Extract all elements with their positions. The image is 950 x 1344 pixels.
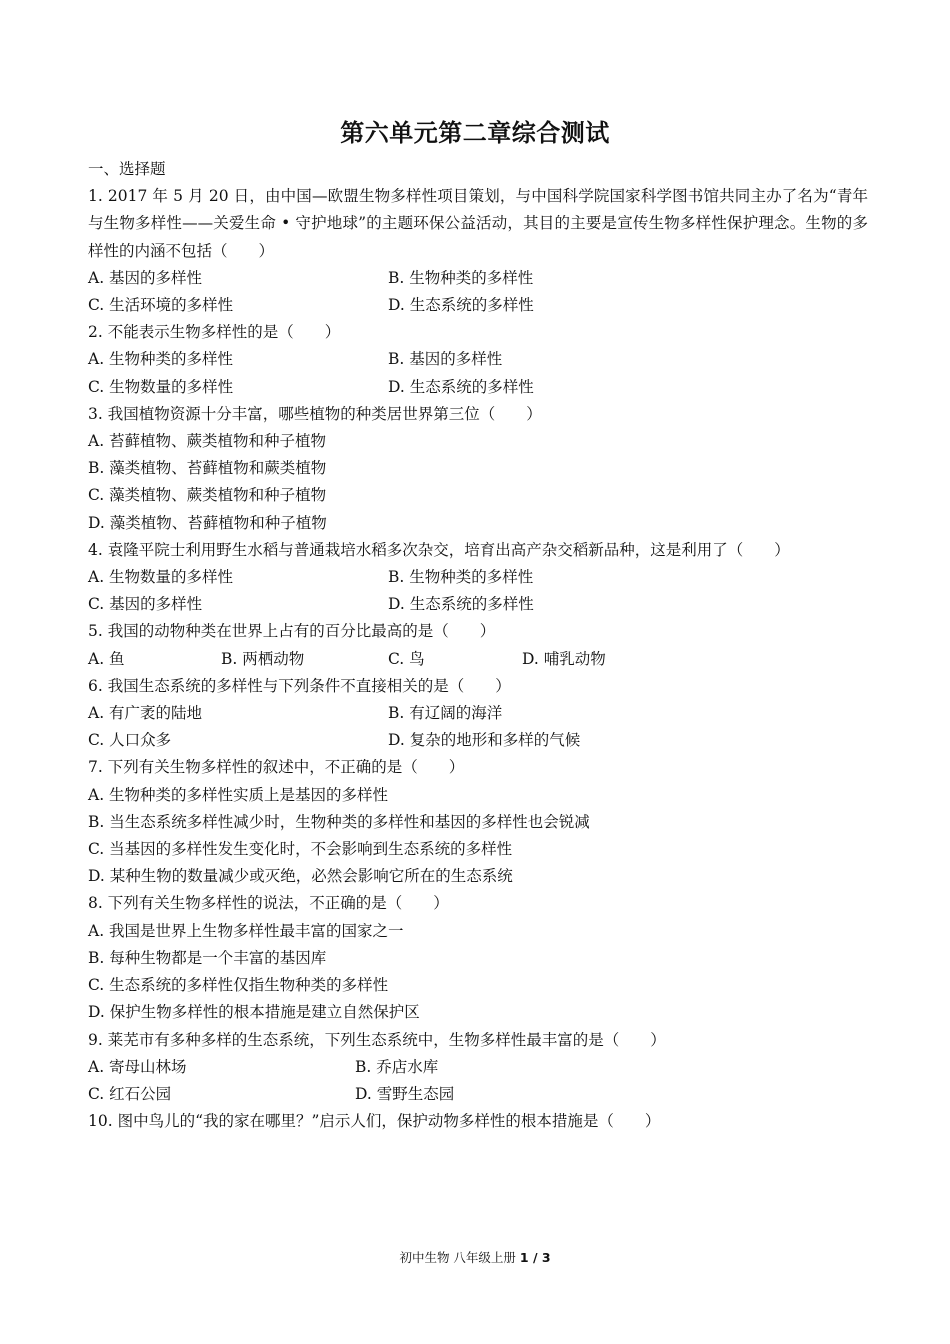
question-1-options bbox=[88, 292, 868, 319]
option-d: D. 复杂的地形和多样的气候 bbox=[388, 731, 581, 750]
page-title: 第六单元第二章综合测试 bbox=[340, 119, 610, 147]
page-footer bbox=[0, 1248, 950, 1266]
option-a: A. 鱼 bbox=[88, 649, 125, 668]
option-c: C. 藻类植物、蕨类植物和种子植物 bbox=[88, 486, 327, 505]
option-c: C. 当基因的多样性发生变化时，不会影响到生态系统的多样性 bbox=[88, 840, 513, 859]
question-2-options bbox=[88, 346, 868, 373]
option-a: A. 我国是世界上生物多样性最丰富的国家之一 bbox=[88, 921, 404, 940]
question-1-stem: 1. 2017 年 5 月 20 日，由中国—欧盟生物多样性项目策划，与中国科学院国家科学图书馆共同主办了名为“青年与生物多样性——关爱生命 • 守护地球”的主题环保公益活动，其目的主要是宣传生物多样性保护理念。生物的多样性的内涵不包括（ ） bbox=[88, 187, 868, 260]
option-b: B. 乔店水库 bbox=[355, 1057, 439, 1076]
option-b: B. 生物种类的多样性 bbox=[388, 568, 534, 587]
option-a: A. 苔藓植物、蕨类植物和种子植物 bbox=[88, 432, 327, 451]
option-d: D. 哺乳动物 bbox=[522, 649, 606, 668]
question-9-options bbox=[88, 1054, 868, 1081]
option-a: A. 生物种类的多样性实质上是基因的多样性 bbox=[88, 785, 389, 804]
footer-text: 初中生物 八年级上册 bbox=[399, 1250, 520, 1265]
option-d: D. 生态系统的多样性 bbox=[388, 377, 534, 396]
option-d: D. 生态系统的多样性 bbox=[388, 296, 534, 315]
question-2-stem: 2. 不能表示生物多样性的是（ ） bbox=[88, 323, 341, 342]
question-6-options bbox=[88, 727, 868, 754]
question-5-stem: 5. 我国的动物种类在世界上占有的百分比最高的是（ ） bbox=[88, 622, 496, 641]
question-4-options bbox=[88, 591, 868, 618]
option-a: A. 有广袤的陆地 bbox=[88, 704, 203, 723]
option-d: D. 某种生物的数量减少或灭绝，必然会影响它所在的生态系统 bbox=[88, 867, 513, 886]
question-4-stem: 4. 袁隆平院士利用野生水稻与普通栽培水稻多次杂交，培育出高产杂交稻新品种，这是利用了（ ） bbox=[88, 540, 790, 559]
option-b: B. 藻类植物、苔藓植物和蕨类植物 bbox=[88, 459, 327, 478]
question-5-options bbox=[88, 646, 868, 673]
option-c: C. 生态系统的多样性仅指生物种类的多样性 bbox=[88, 976, 389, 995]
option-c: C. 基因的多样性 bbox=[88, 595, 203, 614]
option-c: C. 人口众多 bbox=[88, 731, 172, 750]
option-c: C. 生活环境的多样性 bbox=[88, 296, 234, 315]
section-heading: 一、选择题 bbox=[88, 160, 166, 178]
option-a: A. 生物种类的多样性 bbox=[88, 350, 234, 369]
option-b: B. 当生态系统多样性减少时，生物种类的多样性和基因的多样性也会锐减 bbox=[88, 812, 590, 831]
question-2-options bbox=[88, 374, 868, 401]
option-d: D. 生态系统的多样性 bbox=[388, 595, 534, 614]
question-9-stem: 9. 莱芜市有多种多样的生态系统，下列生态系统中，生物多样性最丰富的是（ ） bbox=[88, 1030, 666, 1049]
question-4-options bbox=[88, 564, 868, 591]
option-d: D. 藻类植物、苔藓植物和种子植物 bbox=[88, 513, 327, 532]
question-8-stem: 8. 下列有关生物多样性的说法，不正确的是（ ） bbox=[88, 894, 449, 913]
question-9-options bbox=[88, 1081, 868, 1108]
option-a: A. 生物数量的多样性 bbox=[88, 568, 234, 587]
option-b: B. 生物种类的多样性 bbox=[388, 268, 534, 287]
option-b: B. 基因的多样性 bbox=[388, 350, 503, 369]
question-6-options bbox=[88, 700, 868, 727]
option-c: C. 鸟 bbox=[388, 649, 425, 668]
option-b: B. 有辽阔的海洋 bbox=[388, 704, 503, 723]
question-6-stem: 6. 我国生态系统的多样性与下列条件不直接相关的是（ ） bbox=[88, 676, 511, 695]
question-1-options bbox=[88, 265, 868, 292]
option-c: C. 红石公园 bbox=[88, 1084, 172, 1103]
option-a: A. 基因的多样性 bbox=[88, 268, 203, 287]
question-10-stem: 10. 图中鸟儿的“我的家在哪里？”启示人们，保护动物多样性的根本措施是（ ） bbox=[88, 1112, 661, 1131]
option-c: C. 生物数量的多样性 bbox=[88, 377, 234, 396]
option-b: B. 两栖动物 bbox=[221, 649, 305, 668]
question-3-stem: 3. 我国植物资源十分丰富，哪些植物的种类居世界第三位（ ） bbox=[88, 404, 542, 423]
question-7-stem: 7. 下列有关生物多样性的叙述中，不正确的是（ ） bbox=[88, 758, 465, 777]
option-d: D. 保护生物多样性的根本措施是建立自然保护区 bbox=[88, 1003, 420, 1022]
option-d: D. 雪野生态园 bbox=[355, 1084, 455, 1103]
option-a: A. 寄母山林场 bbox=[88, 1057, 187, 1076]
option-b: B. 每种生物都是一个丰富的基因库 bbox=[88, 948, 327, 967]
question-list bbox=[88, 156, 868, 1135]
page-number: 1 / 3 bbox=[519, 1250, 551, 1265]
